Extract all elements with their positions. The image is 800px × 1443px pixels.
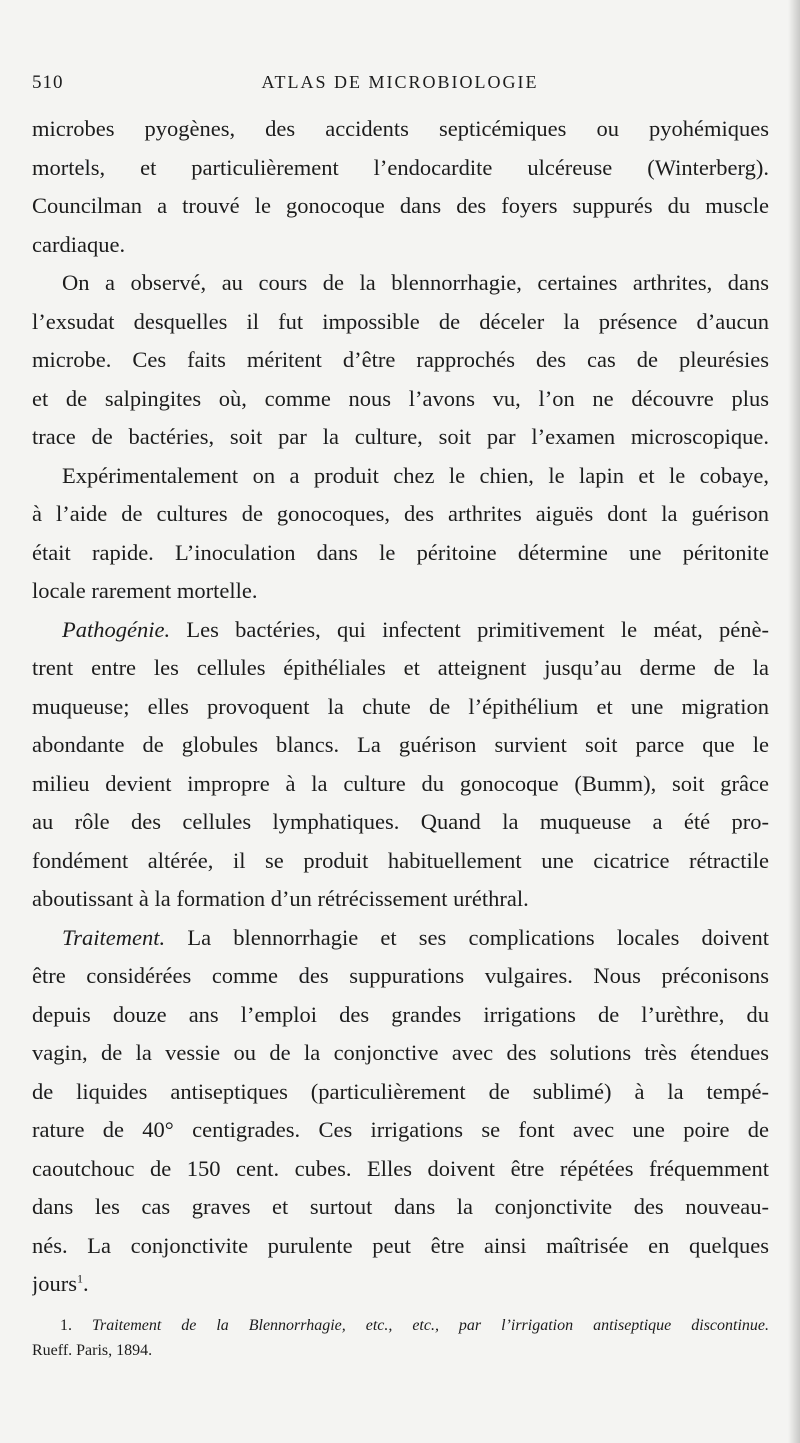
text-line: être considérées comme des suppurations vulgaires. Nous préconisons xyxy=(32,963,769,988)
text-line: microbes pyogènes, des accidents septicémiques ou pyohémiques xyxy=(32,116,769,141)
footnote xyxy=(32,1313,769,1363)
text-line: à l’aide de cultures de gonocoques, des arthrites aiguës dont la guérison xyxy=(32,501,769,526)
text-line: l’exsudat desquelles il fut impossible de déceler la présence d’aucun xyxy=(32,308,769,334)
text-line-continuation: Les bactéries, qui infectent primitivement le méat, pénè- xyxy=(186,616,769,642)
text-line: fondément altérée, il se produit habituellement une cicatrice rétractile xyxy=(32,847,769,873)
running-title: ATLAS DE MICROBIOLOGIE xyxy=(261,72,539,92)
text-line: cardiaque. xyxy=(32,231,126,257)
text-line xyxy=(32,1265,769,1304)
footnote-citation: Traitement de la Blennorrhagie, etc., etc., par l’irrigation antiseptique discontinue. xyxy=(91,1317,769,1334)
text-line: caoutchouc de 150 cent. cubes. Elles doivent être répétées fréquemment xyxy=(32,1155,769,1181)
text-line: muqueuse; elles provoquent la chute de l’épithélium et une migration xyxy=(32,693,769,719)
text-line: était rapide. L’inoculation dans le péritoine détermine une péritonite xyxy=(32,539,769,565)
text-line: trace de bactéries, soit par la culture, soit par l’examen microscopique. xyxy=(32,424,769,449)
text-line: de liquides antiseptiques (particulièrement de sublimé) à la tempé- xyxy=(32,1078,769,1104)
text-line: abondante de globules blancs. La guérison survient soit parce que le xyxy=(32,732,769,757)
footnote-line: Rueff. Paris, 1894. xyxy=(32,1342,153,1359)
footnote-line xyxy=(32,1313,769,1338)
text-line: microbe. Ces faits méritent d’être rapprochés des cas de pleurésies xyxy=(32,347,769,372)
text-line: au rôle des cellules lymphatiques. Quand la muqueuse a été pro- xyxy=(32,809,769,834)
footnote-marker: 1. xyxy=(60,1317,72,1334)
text-line: et de salpingites où, comme nous l’avons vu, l’on ne découvre plus xyxy=(32,385,769,411)
page-number: 510 xyxy=(32,72,64,93)
text-line: depuis douze ans l’emploi des grandes irrigations de l’urèthre, du xyxy=(32,1001,769,1027)
footnote-reference[interactable]: 1 xyxy=(77,1271,83,1286)
text-line: On a observé, au cours de la blennorrhagie, certaines arthrites, dans xyxy=(62,270,769,295)
page-header xyxy=(32,72,768,102)
text-line: aboutissant à la formation d’un rétrécissement uréthral. xyxy=(32,886,529,911)
page-edge-shadow xyxy=(788,0,800,1443)
text-line-period: . xyxy=(83,1271,89,1296)
text-line xyxy=(32,919,769,958)
text-line: vagin, de la vessie ou de la conjonctive avec des solutions très étendues xyxy=(32,1040,769,1065)
text-line: rature de 40° centigrades. Ces irrigations se font avec une poire de xyxy=(32,1117,769,1142)
text-line: dans les cas graves et surtout dans la conjonctivite des nouveau- xyxy=(32,1194,769,1219)
text-line: mortels, et particulièrement l’endocardite ulcéreuse (Winterberg). xyxy=(32,154,769,180)
text-line: Councilman a trouvé le gonocoque dans des foyers suppurés du muscle xyxy=(32,193,769,218)
section-heading-pathogenie: Pathogénie. xyxy=(62,616,171,642)
section-heading-traitement: Traitement. xyxy=(62,924,166,950)
text-line: trent entre les cellules épithéliales et atteignent jusqu’au derme de la xyxy=(32,655,769,680)
text-line: milieu devient impropre à la culture du gonocoque (Bumm), soit grâce xyxy=(32,770,769,796)
text-line-continuation: La blennorrhagie et ses complications locales doivent xyxy=(187,924,769,950)
text-line xyxy=(32,611,769,650)
text-line: nés. La conjonctivite purulente peut être ainsi maîtrisée en quelques xyxy=(32,1232,769,1258)
body-text xyxy=(32,110,769,1304)
text-line: locale rarement mortelle. xyxy=(32,578,258,603)
text-line-end: jours xyxy=(32,1271,77,1296)
text-line: Expérimentalement on a produit chez le chien, le lapin et le cobaye, xyxy=(62,462,769,488)
